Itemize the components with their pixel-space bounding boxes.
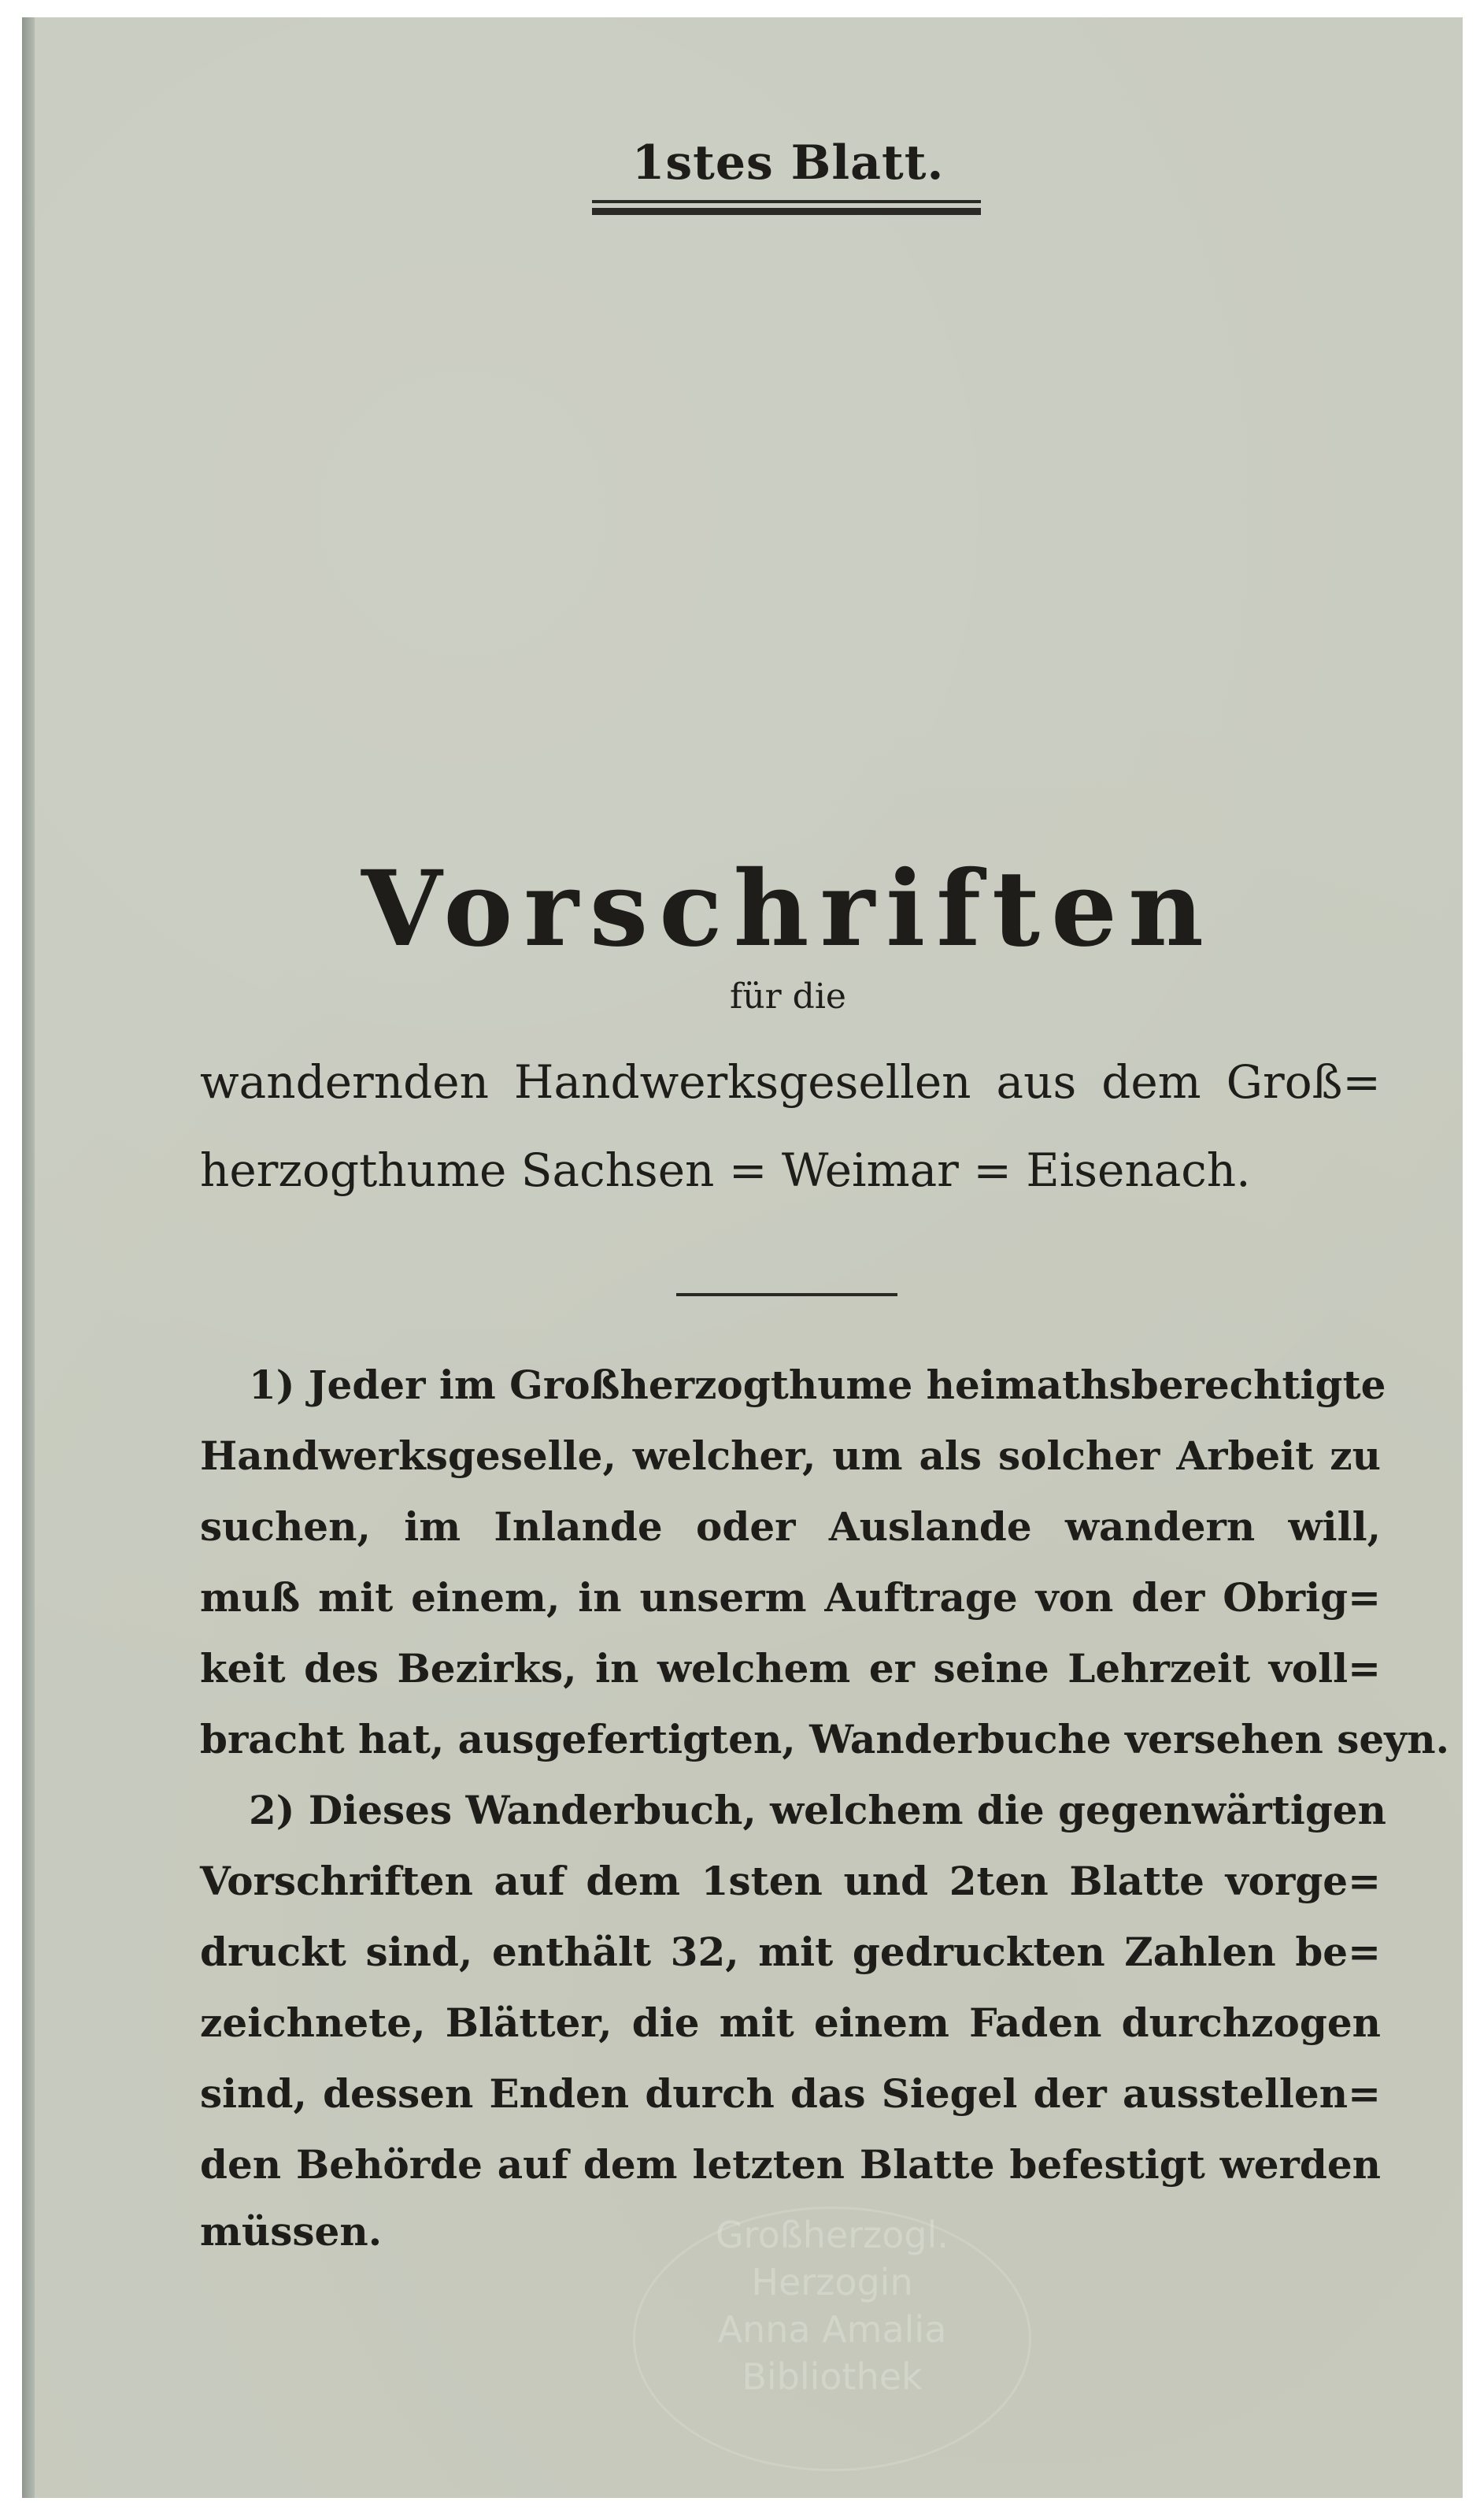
text-line: zeichnete, Blätter, die mit einem Faden durchzogen xyxy=(200,1999,1381,2046)
text-line: 2) Dieses Wanderbuch, welchem die gegenwärtigen xyxy=(249,1787,1386,1833)
section-divider xyxy=(676,1293,897,1296)
subtitle-line-1: wandernden Handwerksgesellen aus dem Groß= xyxy=(200,1055,1381,1109)
text-line: muß mit einem, in unserm Auftrage von der Obrig= xyxy=(200,1574,1381,1621)
page-title: Vorschriften xyxy=(361,848,1215,970)
text-line: den Behörde auf dem letzten Blatte befestigt werden xyxy=(200,2141,1381,2188)
sheet-label: 1stes Blatt. xyxy=(631,135,945,191)
header-rule-thick xyxy=(592,208,981,215)
subtitle-line-2 xyxy=(200,1143,1318,1197)
subtitle-line-2-text: herzogthume Sachsen = Weimar = Eisenach. xyxy=(200,1143,1251,1197)
stamp-line: Anna Amalia xyxy=(717,2308,947,2351)
text-line: 1) Jeder im Großherzogthume heimathsberechtigte xyxy=(249,1362,1386,1408)
text-line: druckt sind, enthält 32, mit gedruckten Zahlen be= xyxy=(200,1929,1381,1975)
stamp-line: Herzogin xyxy=(751,2261,913,2303)
text-line: Handwerksgeselle, welcher, um als solcher Arbeit zu xyxy=(200,1432,1381,1479)
text-line: bracht hat, ausgefertigten, Wanderbuche versehen seyn. xyxy=(200,1716,1449,1762)
library-blind-stamp xyxy=(633,2207,1031,2471)
text-line: keit des Bezirks, in welchem er seine Lehrzeit voll= xyxy=(200,1645,1381,1692)
document-page xyxy=(35,17,1463,2498)
stamp-line: Bibliothek xyxy=(742,2355,923,2398)
title-connector: für die xyxy=(730,976,846,1017)
text-line: müssen. xyxy=(200,2208,383,2255)
text-line: sind, dessen Enden durch das Siegel der ausstellen= xyxy=(200,2070,1381,2117)
text-line: suchen, im Inlande oder Auslande wandern will, xyxy=(200,1503,1381,1550)
stamp-line: Großherzogl. xyxy=(716,2214,949,2256)
header-rule-thin xyxy=(592,200,981,203)
text-line: Vorschriften auf dem 1sten und 2ten Blatte vorge= xyxy=(200,1858,1381,1904)
